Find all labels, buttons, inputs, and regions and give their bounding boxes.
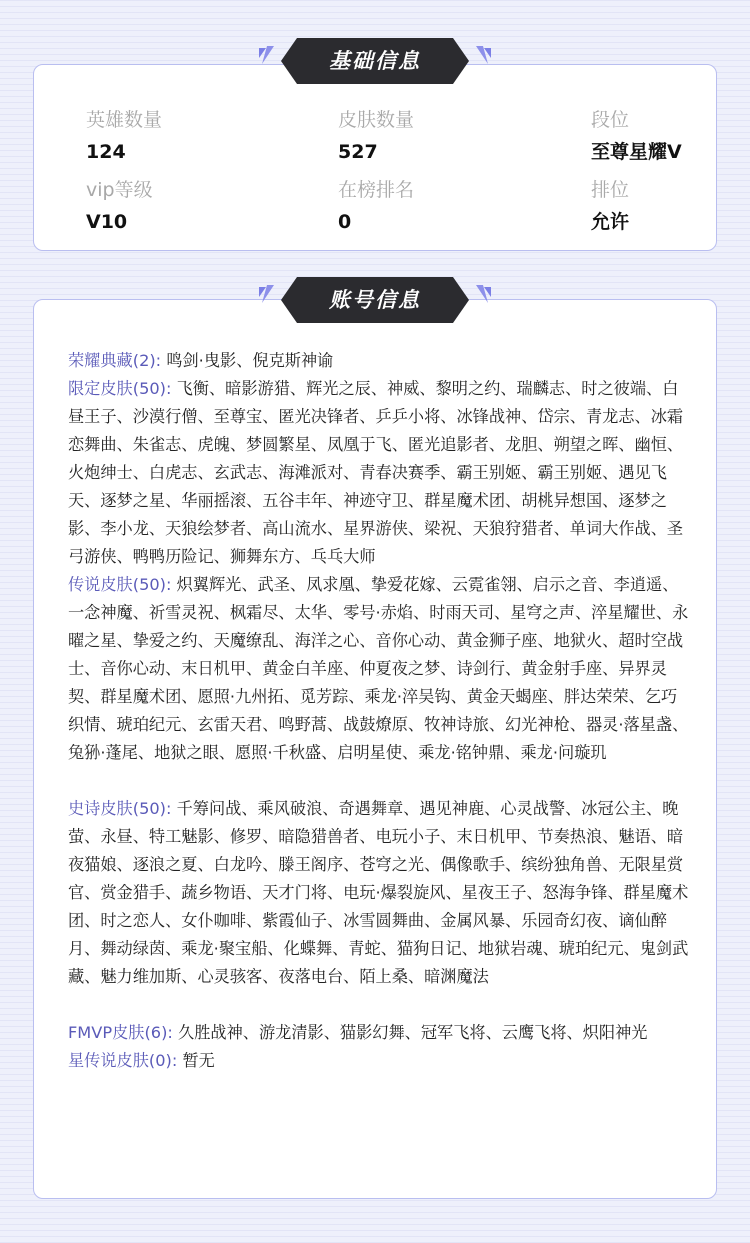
stat-label: 排位	[591, 179, 630, 201]
section-content: 鸣剑·曳影、倪克斯神谕	[166, 351, 334, 370]
stat-label: vip等级	[86, 179, 153, 201]
section-content: 炽翼辉光、武圣、凤求凰、挚爱花嫁、云霓雀翎、启示之音、李逍遥、一念神魔、祈雪灵祝、枫霜尽、太华、零号·赤焰、时雨天司、星穹之声、淬星耀世、永曜之星、挚爱之约、天魔缭乱、海洋之心、音你心动、黄金狮子座、地狱火、超时空战士、音你心动、末日机甲、黄金白羊座、仲夏夜之梦、诗剑行、黄金射手座、异界灵契、群星魔术团、愿照·九州拓、觅芳踪、乘龙·淬吴钩、黄金天蝎座、胖达荣荣、乞巧织情、琥珀纪元、玄雷天君、鸣野蒿、战鼓燎原、牧神诗旅、幻光神枪、器灵·落星盏、兔狲·蓬尾、地狱之眼、愿照·千秋盛、启明星使、乘龙·铭钟鼎、乘龙·问璇玑	[68, 575, 689, 762]
stat-hero-count	[86, 107, 266, 165]
account-info-title: 账号信息	[329, 288, 421, 312]
account-info-card	[33, 299, 717, 1199]
stat-value: 允许	[591, 211, 630, 233]
stat-label: 皮肤数量	[338, 109, 415, 131]
stat-rank-tier	[591, 107, 750, 165]
section-content: 暂无	[182, 1051, 215, 1070]
section-label: 荣耀典藏(2):	[68, 351, 162, 370]
account-info-title-tab	[257, 277, 493, 323]
spacer	[68, 991, 690, 1019]
section-label: 星传说皮肤(0):	[68, 1051, 178, 1070]
section-label: 限定皮肤(50):	[68, 379, 172, 398]
basic-info-title-tab	[257, 38, 493, 84]
stat-label: 在榜排名	[338, 179, 415, 201]
section-label: 传说皮肤(50):	[68, 575, 172, 594]
stat-value: V10	[86, 211, 128, 233]
stat-label: 段位	[591, 109, 630, 131]
stat-leaderboard-rank	[338, 177, 518, 235]
section-limited-skins	[68, 375, 690, 571]
section-content: 久胜战神、游龙清影、猫影幻舞、冠军飞将、云鹰飞将、炽阳神光	[178, 1023, 648, 1042]
stat-ranked-permission	[591, 177, 750, 235]
spacer	[68, 767, 690, 795]
section-epic-skins	[68, 795, 690, 991]
section-label: 史诗皮肤(50):	[68, 799, 172, 818]
basic-info-card	[33, 64, 717, 251]
section-legendary-skins	[68, 571, 690, 767]
stat-value: 124	[86, 141, 126, 163]
section-honor-collection	[68, 347, 690, 375]
section-star-legend-skins	[68, 1047, 690, 1075]
stat-value: 至尊星耀V	[591, 141, 682, 163]
section-content: 千筹问战、乘风破浪、奇遇舞章、遇见神鹿、心灵战警、冰冠公主、晚萤、永昼、特工魅影、修罗、暗隐猎兽者、电玩小子、末日机甲、节奏热浪、魅语、暗夜猫娘、逐浪之夏、白龙吟、滕王阁序、苍穹之光、偶像歌手、缤纷独角兽、无限星赏官、赏金猎手、蔬乡物语、天才门将、电玩·爆裂旋风、星夜王子、怒海争锋、群星魔术团、时之恋人、女仆咖啡、紫霞仙子、冰雪圆舞曲、金属风暴、乐园奇幻夜、谪仙醉月、舞动绿茵、乘龙·聚宝船、化蝶舞、青蛇、猫狗日记、地狱岩魂、琥珀纪元、鬼剑武藏、魅力维加斯、心灵骇客、夜落电台、陌上桑、暗渊魔法	[68, 799, 689, 986]
stat-label: 英雄数量	[86, 109, 163, 131]
stat-value: 0	[338, 211, 352, 233]
section-label: FMVP皮肤(6):	[68, 1023, 173, 1042]
stat-vip-level	[86, 177, 266, 235]
section-fmvp-skins	[68, 1019, 690, 1047]
section-content: 飞衡、暗影游猎、辉光之辰、神威、黎明之约、瑞麟志、时之彼端、白昼王子、沙漠行僧、至尊宝、匿光决锋者、乒乒小将、冰锋战神、岱宗、青龙志、冰霜恋舞曲、朱雀志、虎魄、梦圆繁星、凤凰于飞、匿光追影者、龙胆、朔望之晖、幽恒、火炮绅士、白虎志、玄武志、海滩派对、青春决赛季、霸王别姬、霸王别姬、遇见飞天、逐梦之星、华丽摇滚、五谷丰年、神迹守卫、群星魔术团、胡桃异想国、逐梦之影、李小龙、天狼绘梦者、高山流水、星界游侠、梁祝、天狼狩猎者、单词大作战、圣弓游侠、鸭鸭历险记、狮舞东方、乓乓大师	[68, 379, 684, 566]
basic-info-title: 基础信息	[329, 49, 421, 73]
stat-skin-count	[338, 107, 518, 165]
account-skin-list	[68, 347, 690, 1075]
stat-value: 527	[338, 141, 378, 163]
